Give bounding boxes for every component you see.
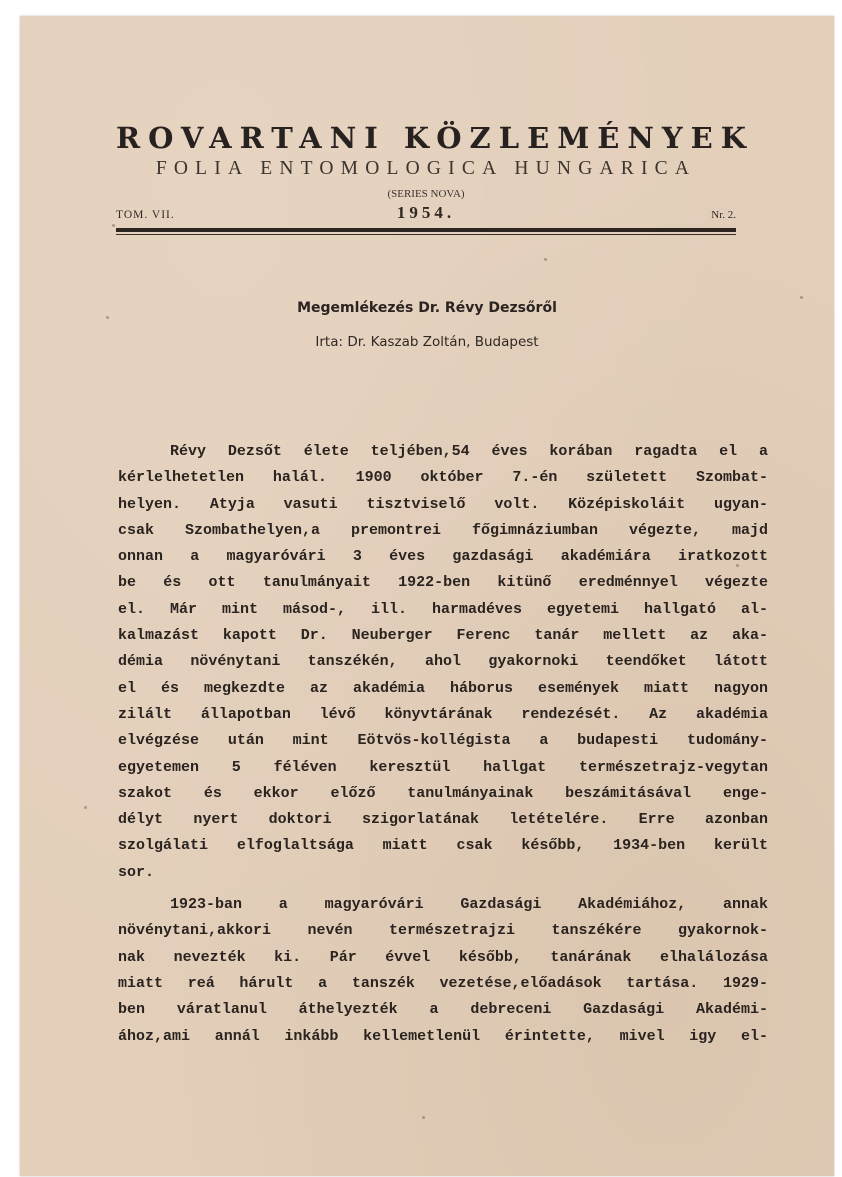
series-label: (SERIES NOVA) (387, 188, 465, 200)
body-line: Révy Dezsőt élete teljében,54 éves korában ragadta el a (170, 443, 768, 460)
body-line: elvégzése után mint Eötvös-kollégista a budapesti tudomány- (118, 732, 768, 750)
body-line: helyen. Atyja vasuti tisztviselő volt. Középiskoláit ugyan- (118, 495, 768, 513)
body-line: 1923-ban a magyaróvári Gazdasági Akadémiához, annak (170, 896, 768, 914)
body-line: egyetemen 5 féléven keresztül hallgat természetrajz-vegytan (118, 758, 768, 776)
body-line: ben váratlanul áthelyezték a debreceni Gazdasági Akadémi- (118, 1001, 768, 1019)
body-line: délyt nyert doktori szigorlatának letételére. Erre azonban (118, 811, 768, 829)
journal-page (20, 16, 834, 1176)
paper-speck (544, 258, 547, 261)
journal-title: ROVARTANI KÖZLEMÉNYEK (116, 121, 754, 155)
paper-speck (736, 564, 739, 567)
body-line: csak Szombathelyen,a premontrei főgimnáziumban végezte, majd (118, 521, 768, 539)
header-rule-thick (116, 228, 736, 232)
paper-speck (800, 296, 803, 299)
body-line: be és ott tanulmányait 1922-ben kitünő eredménnyel végezte (118, 574, 768, 592)
body-line: szakot és ekkor előző tanulmányainak beszámitásával enge- (118, 784, 768, 802)
paper-speck (84, 806, 87, 809)
article-author: Irta: Dr. Kaszab Zoltán, Budapest (315, 334, 539, 350)
body-line: onnan a magyaróvári 3 éves gazdasági akadémiára iratkozott (118, 548, 768, 566)
article-title: Megemlékezés Dr. Révy Dezsőről (297, 300, 557, 316)
body-line: miatt reá hárult a tanszék vezetése,előadások tartása. 1929- (118, 974, 768, 992)
journal-subtitle: FOLIA ENTOMOLOGICA HUNGARICA (155, 158, 697, 179)
paper-speck (112, 224, 115, 227)
paper-speck (106, 316, 109, 319)
body-line: kalmazást kapott Dr. Neuberger Ferenc tanár mellett az aka- (118, 627, 768, 645)
issue-meta-row (116, 203, 736, 223)
volume-label: TOM. VII. (116, 209, 175, 221)
issue-number: Nr. 2. (711, 209, 736, 221)
body-line: növénytani,akkori nevén természetrajzi tanszékére gyakornok- (118, 922, 768, 940)
journal-header (116, 121, 754, 235)
year-label: 1954. (396, 203, 456, 222)
body-line: démia növénytani tanszékén, ahol gyakornoki teendőket látott (118, 653, 768, 671)
article-body (118, 439, 768, 1050)
body-line: zilált állapotban lévő könyvtárának rendezését. Az akadémia (118, 705, 768, 723)
header-rule-thin (116, 234, 736, 235)
body-line: szolgálati elfoglaltsága miatt csak később, 1934-ben került (118, 837, 768, 855)
body-line: el és megkezdte az akadémia háborus események miatt nagyon (118, 679, 768, 697)
body-line: nak nevezték ki. Pár évvel később, tanárának elhalálozása (118, 948, 768, 966)
body-line: el. Már mint másod-, ill. harmadéves egyetemi hallgató al- (118, 600, 768, 618)
body-line: ához,ami annál inkább kellemetlenül érintette, mivel igy el- (118, 1027, 768, 1045)
body-line: kérlelhetetlen halál. 1900 október 7.-én született Szombat- (118, 469, 768, 487)
body-line: sor. (118, 863, 155, 881)
paper-speck (422, 1116, 425, 1119)
